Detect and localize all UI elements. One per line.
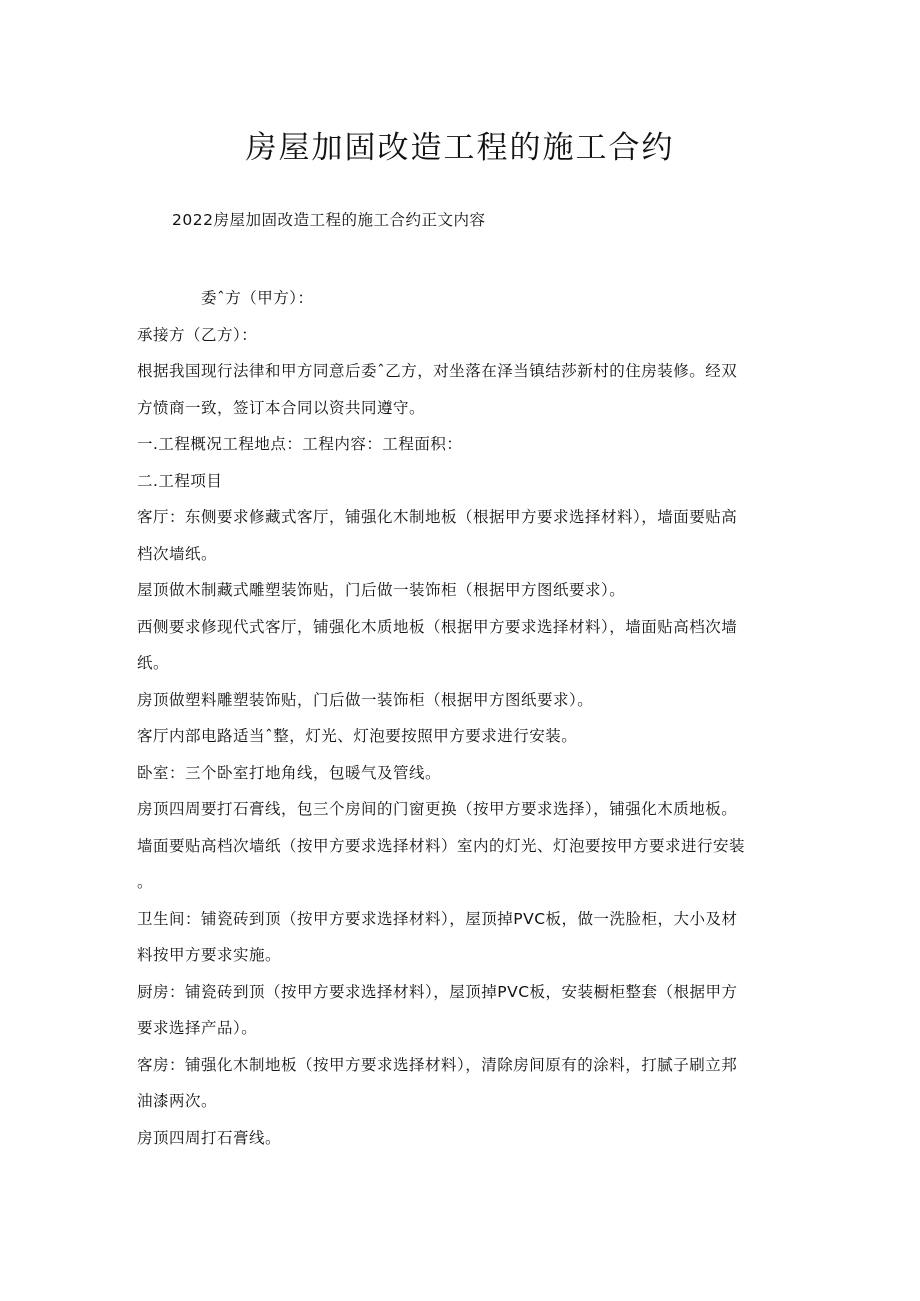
text-line: 房顶四周打石膏线。 [137, 1128, 282, 1147]
text-line: 油漆两次。 [137, 1092, 218, 1110]
text-line: 料按甲方要求实施。 [137, 946, 282, 964]
text-line: 客房：铺强化木制地板（按甲方要求选择材料），清除房间原有的涂料，打腻子刷立邦 [137, 1055, 738, 1074]
text-line: 西侧要求修现代式客厅，铺强化木质地板（根据甲方要求选择材料），墙面贴高档次墙 [137, 617, 738, 636]
text-line: 纸。 [137, 654, 170, 672]
text-line: 客厅内部电路适当ˆ整，灯光、灯泡要按照甲方要求进行安装。 [137, 727, 578, 745]
text-line: 要求选择产品）。 [137, 1019, 258, 1037]
party-b-line: 承接方（乙方）： [137, 325, 258, 344]
text-line: 卧室：三个卧室打地角线，包暖气及管线。 [137, 763, 442, 782]
section-heading: 一.工程概况工程地点：工程内容：工程面积： [137, 435, 463, 453]
text-line: 墙面要贴高档次墙纸（按甲方要求选择材料）室内的灯光、灯泡要按甲方要求进行安装 [137, 836, 746, 855]
text-line: 。 [137, 873, 154, 891]
document-body [137, 280, 793, 1156]
text-line: 屋顶做木制藏式雕塑装饰贴，门后做一装饰柜（根据甲方图纸要求）。 [137, 581, 626, 599]
text-line: 根据我国现行法律和甲方同意后委ˆ乙方，对坐落在泽当镇结莎新村的住房装修。经双 [137, 362, 738, 380]
text-line: 厨房：铺瓷砖到顶（按甲方要求选择材料），屋顶掉PVC板，安装橱柜整套（根据甲方 [137, 982, 738, 1001]
text-line: 房顶做塑料雕塑装饰贴，门后做一装饰柜（根据甲方图纸要求）。 [137, 690, 594, 709]
text-line: 卫生间：铺瓷砖到顶（按甲方要求选择材料），屋顶掉PVC板，做一洗脸柜，大小及材 [137, 909, 738, 928]
text-line: 客厅：东侧要求修藏式客厅，铺强化木制地板（根据甲方要求选择材料），墙面要贴高 [137, 508, 738, 526]
section-heading: 二.工程项目 [137, 471, 223, 490]
text-line: 方愤商一致，签订本合同以资共同遵守。 [137, 398, 426, 417]
document-subtitle: 2022房屋加固改造工程的施工合约正文内容 [172, 211, 486, 229]
text-line: 档次墙纸。 [137, 544, 218, 563]
document-title: 房屋加固改造工程的施工合约 [245, 130, 675, 166]
text-line: 房顶四周要打石膏线，包三个房间的门窗更换（按甲方要求选择），铺强化木质地板。 [137, 800, 738, 818]
party-a-line: 委ˆ方（甲方）： [201, 289, 314, 307]
